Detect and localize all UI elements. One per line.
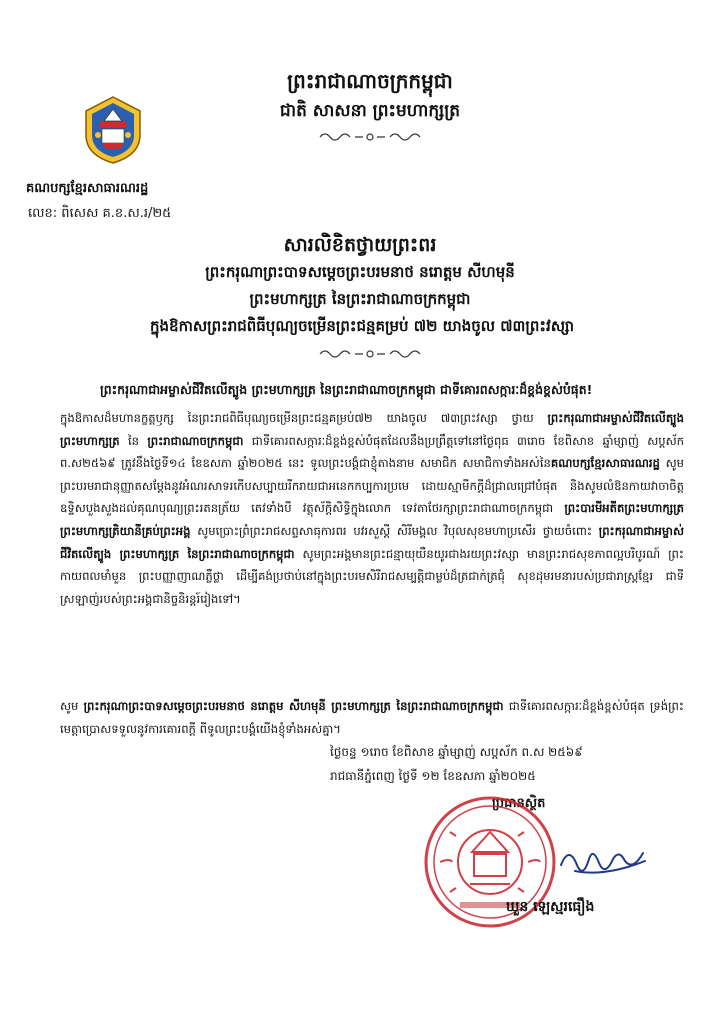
p1-kingdom: ព្រះរាជាណាចក្រកម្ពុជា <box>147 433 244 448</box>
title-occasion: ក្នុងឱកាសព្រះរាជពិធីបុណ្យចម្រើនព្រះជន្មគម្រប់ ៧២ យាងចូល ៧៣ព្រះវស្សា <box>150 317 574 335</box>
p1-king-title: ព្រះករុណាជាអម្ចាស់ជីវិតលើត្បូង ព្រះមហាក្សត្រ <box>60 411 684 448</box>
ornament-icon <box>310 130 430 144</box>
p1-text: សូមព្រះអង្គមានព្រះជន្មាយុយឺនយូរជាងរយព្រះវស្សា មានព្រះរាជសុខភាពល្អបរិបូរណ៍ ព្រះកាយពលមាំមួន ព្រះបញ្ញាញាណភ្លឺថ្លា ដើម្បីគង់ប្រថាប់នៅក្នុងព្រះបរមសិរីរាជសម្បត្តិជាម្លប់ដ៏ត្រជាក់ត្រជុំ សុខដុមរមនារបស់ប្រជារាស្ត្រខ្មែរ ជាទីស្រឡាញ់របស់ព្រះអង្គជានិច្ចនិរន្តរ៍រៀងទៅ។ <box>60 546 684 606</box>
reference-line <box>28 205 328 224</box>
header-ornament <box>180 130 560 148</box>
reference-label: លេខ: <box>28 206 58 221</box>
p2-text: ជាទីគោរពសក្ការៈដ៏ខ្ពង់ខ្ពស់បំផុត ទ្រង់ព្រះមេត្តាប្រោសទទួលនូវការគោរពក្តី ពីទូលព្រះបង្គំយើងខ្ញុំទាំងអស់គ្នា។ <box>60 699 684 736</box>
solar-date: រាជធានីភ្នំពេញ ថ្ងៃទី ១២ ខែឧសភា ឆ្នាំ២០២៥ <box>330 769 536 783</box>
title-ornament <box>180 347 560 365</box>
salutation: ព្រះករុណាជាអម្ចាស់ជីវិតលើត្បូង ព្រះមហាក្សត្រ នៃព្រះរាជាណាចក្រកម្ពុជា ជាទីគោរពសក្ការៈដ៏ខ្ពង់ខ្ពស់បំផុត! <box>100 382 593 397</box>
p1-former-kings: ព្រះបារមីអតីតព្រះមហាក្សត្រ ព្រះមហាក្សត្រិយានីគ្រប់ព្រះអង្គ <box>60 501 684 538</box>
p1-text: សូមប្រោះព្រំព្រះរាជសព្ទសាធុការពរ បវរសួស្តី សិរីមង្គល វិបុលសុខមហាប្រសើរ ថ្វាយចំពោះ <box>190 523 599 538</box>
p1-king-title-2: ព្រះករុណាជាអម្ចាស់ជីវិតលើត្បូង ព្រះមហាក្សត្រ នៃព្រះរាជាណាចក្រកម្ពុជា <box>60 523 684 561</box>
kingdom-header: ព្រះរាជាណាចក្រកម្ពុជា <box>287 69 453 93</box>
handwritten-signature <box>555 835 665 885</box>
party-logo <box>80 95 146 165</box>
p1-text: ជាទីគោរពសក្ការៈដ៏ខ្ពង់ខ្ពស់បំផុតដែលនឹងប្រព្រឹត្តទៅនៅថ្ងៃពុធ ៣រោច ខែពិសាខ ឆ្នាំម្សាញ់ សប្តស័ក ព.ស២៥៦៩ ត្រូវនឹងថ្ងៃទី១៤ ខែឧសភា ឆ្នាំ២០២៥ នេះ ទូលព្រះបង្គំជាខ្ញុំតាងនាម សមាជិក សមាជិកាទាំងអស់នៃ <box>60 433 684 471</box>
title-king-name: ព្រះករុណាព្រះបាទសម្តេចព្រះបរមនាថ នរោត្តម សីហមុនី <box>205 263 515 281</box>
body-paragraph-1 <box>60 407 684 610</box>
ornament-icon <box>310 347 430 361</box>
p1-text: សូមព្រះបរមរាជានុញ្ញាតសម្តែងនូវអំណរសាទរកើបសប្បាយរីករាយជាអនេកកប្បការប្រមេ ដោយស្មាមីកក្តីដ៏ជ្រាលជ្រៅបំផុត និងសូមលំឱនកាយវាចាចិត្តឧទ្ទិសបួងសួងដល់គុណបុណ្យព្រះរតនត្រ័យ តេវទាំងបី វត្ថុស័ក្តិសិទ្ធិក្នុងលោក ទេវតាថែរក្សាព្រះរាជាណាចក្រកម្ពុជា <box>60 456 684 516</box>
body-paragraph-2 <box>60 695 684 740</box>
lunar-date: ថ្ងៃចន្ទ ១រោច ខែពិសាខ ឆ្នាំម្សាញ់ សប្តស័ក ព.ស ២៥៦៩ <box>330 745 583 759</box>
national-motto: ជាតិ សាសនា ព្រះមហាក្សត្រ <box>279 101 461 121</box>
p2-text: សូម <box>60 699 84 713</box>
p1-text: នៃ <box>119 433 139 448</box>
p1-text: ក្នុងឱកាសដ៏មហានក្ខត្តឫក្ស នៃព្រះរាជពិធីបុណ្យចម្រើនព្រះជន្មគម្រប់៧២ យាងចូល ៧៣ព្រះវស្សា ថ្វាយ <box>60 411 534 425</box>
p2-king-name: ព្រះករុណាព្រះបាទសម្តេចព្រះបរមនាថ នរោត្តម សីហមុនី ព្រះមហាក្សត្រ នៃព្រះរាជាណាចក្រកម្ពុជា <box>83 699 504 713</box>
reference-number: ពិសេស គ.ខ.ស.រ/២៥ <box>61 206 172 221</box>
signature-icon <box>555 835 665 885</box>
letter-title: សារលិខិតថ្វាយព្រះពរ <box>283 234 437 256</box>
title-king-role: ព្រះមហាក្សត្រ នៃព្រះរាជាណាចក្រកម្ពុជា <box>249 290 471 308</box>
party-emblem-icon <box>80 95 146 165</box>
signer-name: ឃួន ឡេស្មរធឿង <box>506 899 595 915</box>
p1-party-name: គណបក្សខ្មែរសាធារណរដ្ឋ <box>550 456 660 471</box>
party-name: គណបក្សខ្មែរសាធារណរដ្ឋ <box>26 181 149 196</box>
signer-title: ប្រធានស្ថិត <box>492 796 546 811</box>
